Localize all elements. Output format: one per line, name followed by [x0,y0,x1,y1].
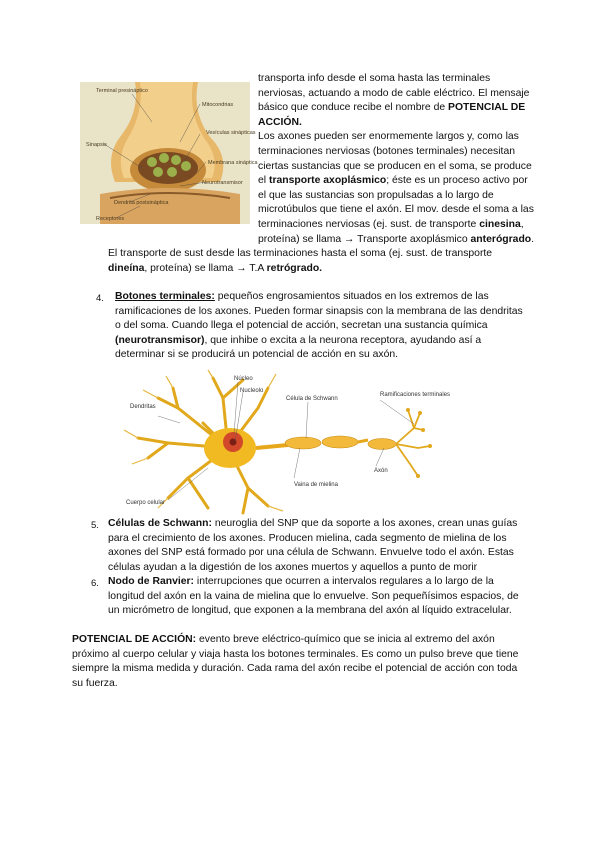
text-line: básico que conduce recibe el nombre de POTENCIAL DE [258,102,526,114]
neuron-label-schwann: Célula de Schwann [286,396,338,402]
text-line: Los axones pueden ser enormemente largos y, como las [258,131,519,143]
neuron-label-dendrites: Dendritas [130,404,156,410]
text-line: siempre la misma medida y duración. Cada rama del axón recibe el potencial de acción con toda [72,663,518,675]
text-line: o del soma. Cuando llega el potencial de acción, secretan una sustancia química [115,320,488,332]
text-line: Botones terminales: pequeños engrosamientos situados en los extremos de las [115,291,489,302]
text-line: El transporte de sust desde las terminaciones hasta el soma (ej. sust. de transporte [108,248,493,259]
neuron-label-nucleolus: Nucleolo [240,388,264,394]
synapse-label-neurotransmitter: Neurotransmisor [202,180,243,186]
text-line: el que las sustancias son propulsadas a lo largo de [258,189,494,201]
neuron-label-body: Cuerpo celular [126,500,166,506]
text-line: próximo al cuerpo celular y viaja hasta los botones terminales. Es como un pulso breve que tiene [72,648,519,660]
text-line: Nodo de Ranvier: interrupciones que ocurren a intervalos regulares a lo largo de la [108,576,494,587]
text-line: Células de Schwann: neuroglia del SNP que da soporte a los axones, crean unas guías [108,518,518,529]
text-line: nerviosas, actuando a modo de cable eléctrico. El mensaje [258,87,530,99]
list-item-botones-terminales [115,290,558,363]
neuron-label-myelin: Vaina de mielina [294,482,338,488]
potencial-accion-paragraph [72,633,558,691]
text-line: para el crecimiento de los axones. Producen mielina, cada segmento de mielina de los [108,532,507,544]
text-line: terminaciones nerviosas (botones terminales) necesitan [258,145,516,157]
synapse-label-synapse: Sinapsis [86,142,107,148]
text-line: terminaciones nerviosas (ej. sust. de transporte cinesina, [258,218,524,230]
list-number: 5. [91,520,99,531]
text-line: POTENCIAL DE ACCIÓN: evento breve eléctrico-químico que se inicia al extremo del axón [72,634,495,645]
text-line: proteína) se llama → Transporte axoplásmico anterógrado. [258,233,535,245]
synapse-label-receptors: Receptores [96,216,125,222]
text-line: microtúbulos que tiene el axón. El mov. desde el soma a las [258,204,534,216]
text-line: determinar si se producirá un potencial de acción en su axón. [115,349,399,361]
text-line: ACCIÓN. [258,116,302,128]
text-line: ramificaciones de los axones. Pueden formar sinapsis con la membrana de las dendritas [115,305,523,317]
text-line: ciertas sustancias que se producen en el soma, se produce [258,160,532,172]
text-line: un micrómetro de longitud, que exponen a la membrana del axón al líquido extracelular. [108,605,512,617]
synapse-figure [80,82,258,224]
synapse-label-dendrite: Dendrita postsináptica [114,200,169,206]
text-line: (neurotransmisor), que inhibe o excita a la neurona receptora, ayudando así a [115,334,482,346]
neuron-label-nucleus: Núcleo [234,376,253,382]
list-number: 6. [91,578,99,589]
text-line: longitud del axón en la vaina de mielina que lo envuelve. Son pequeñísimos espacios, de [108,590,519,602]
text-line: transporta info desde el soma hasta las terminales [258,73,491,84]
neuron-label-axon: Axón [374,468,388,474]
neuron-label-branches: Ramificaciones terminales [380,392,451,398]
axon-description [258,72,558,247]
synapse-label-mitochondria: Mitocondrias [202,102,234,108]
text-line: axones del SNP está formado por una célula de Schwann. Envuelve todo el axón. Estas [108,547,514,559]
list-item-celulas-schwann [108,517,558,575]
synapse-label-membrane: Membrana sináptica [208,160,258,166]
synapse-label-terminal: Terminal presináptico [96,88,148,94]
text-line: células ayudan a la digestión de los axones muertos y aquellos a punto de morir [108,561,478,573]
neuron-figure [118,368,478,514]
synapse-label-vesicles: Vesículas sinápticas [206,130,256,136]
retrograde-paragraph [108,247,558,276]
list-item-nodo-ranvier [108,575,558,619]
text-line: dineína, proteína) se llama → T.A retrógrado. [108,262,323,274]
text-line: el transporte axoplásmico; éste es un proceso activo por [258,175,528,187]
list-number: 4. [96,293,104,304]
text-line: su fuerza. [72,677,118,689]
